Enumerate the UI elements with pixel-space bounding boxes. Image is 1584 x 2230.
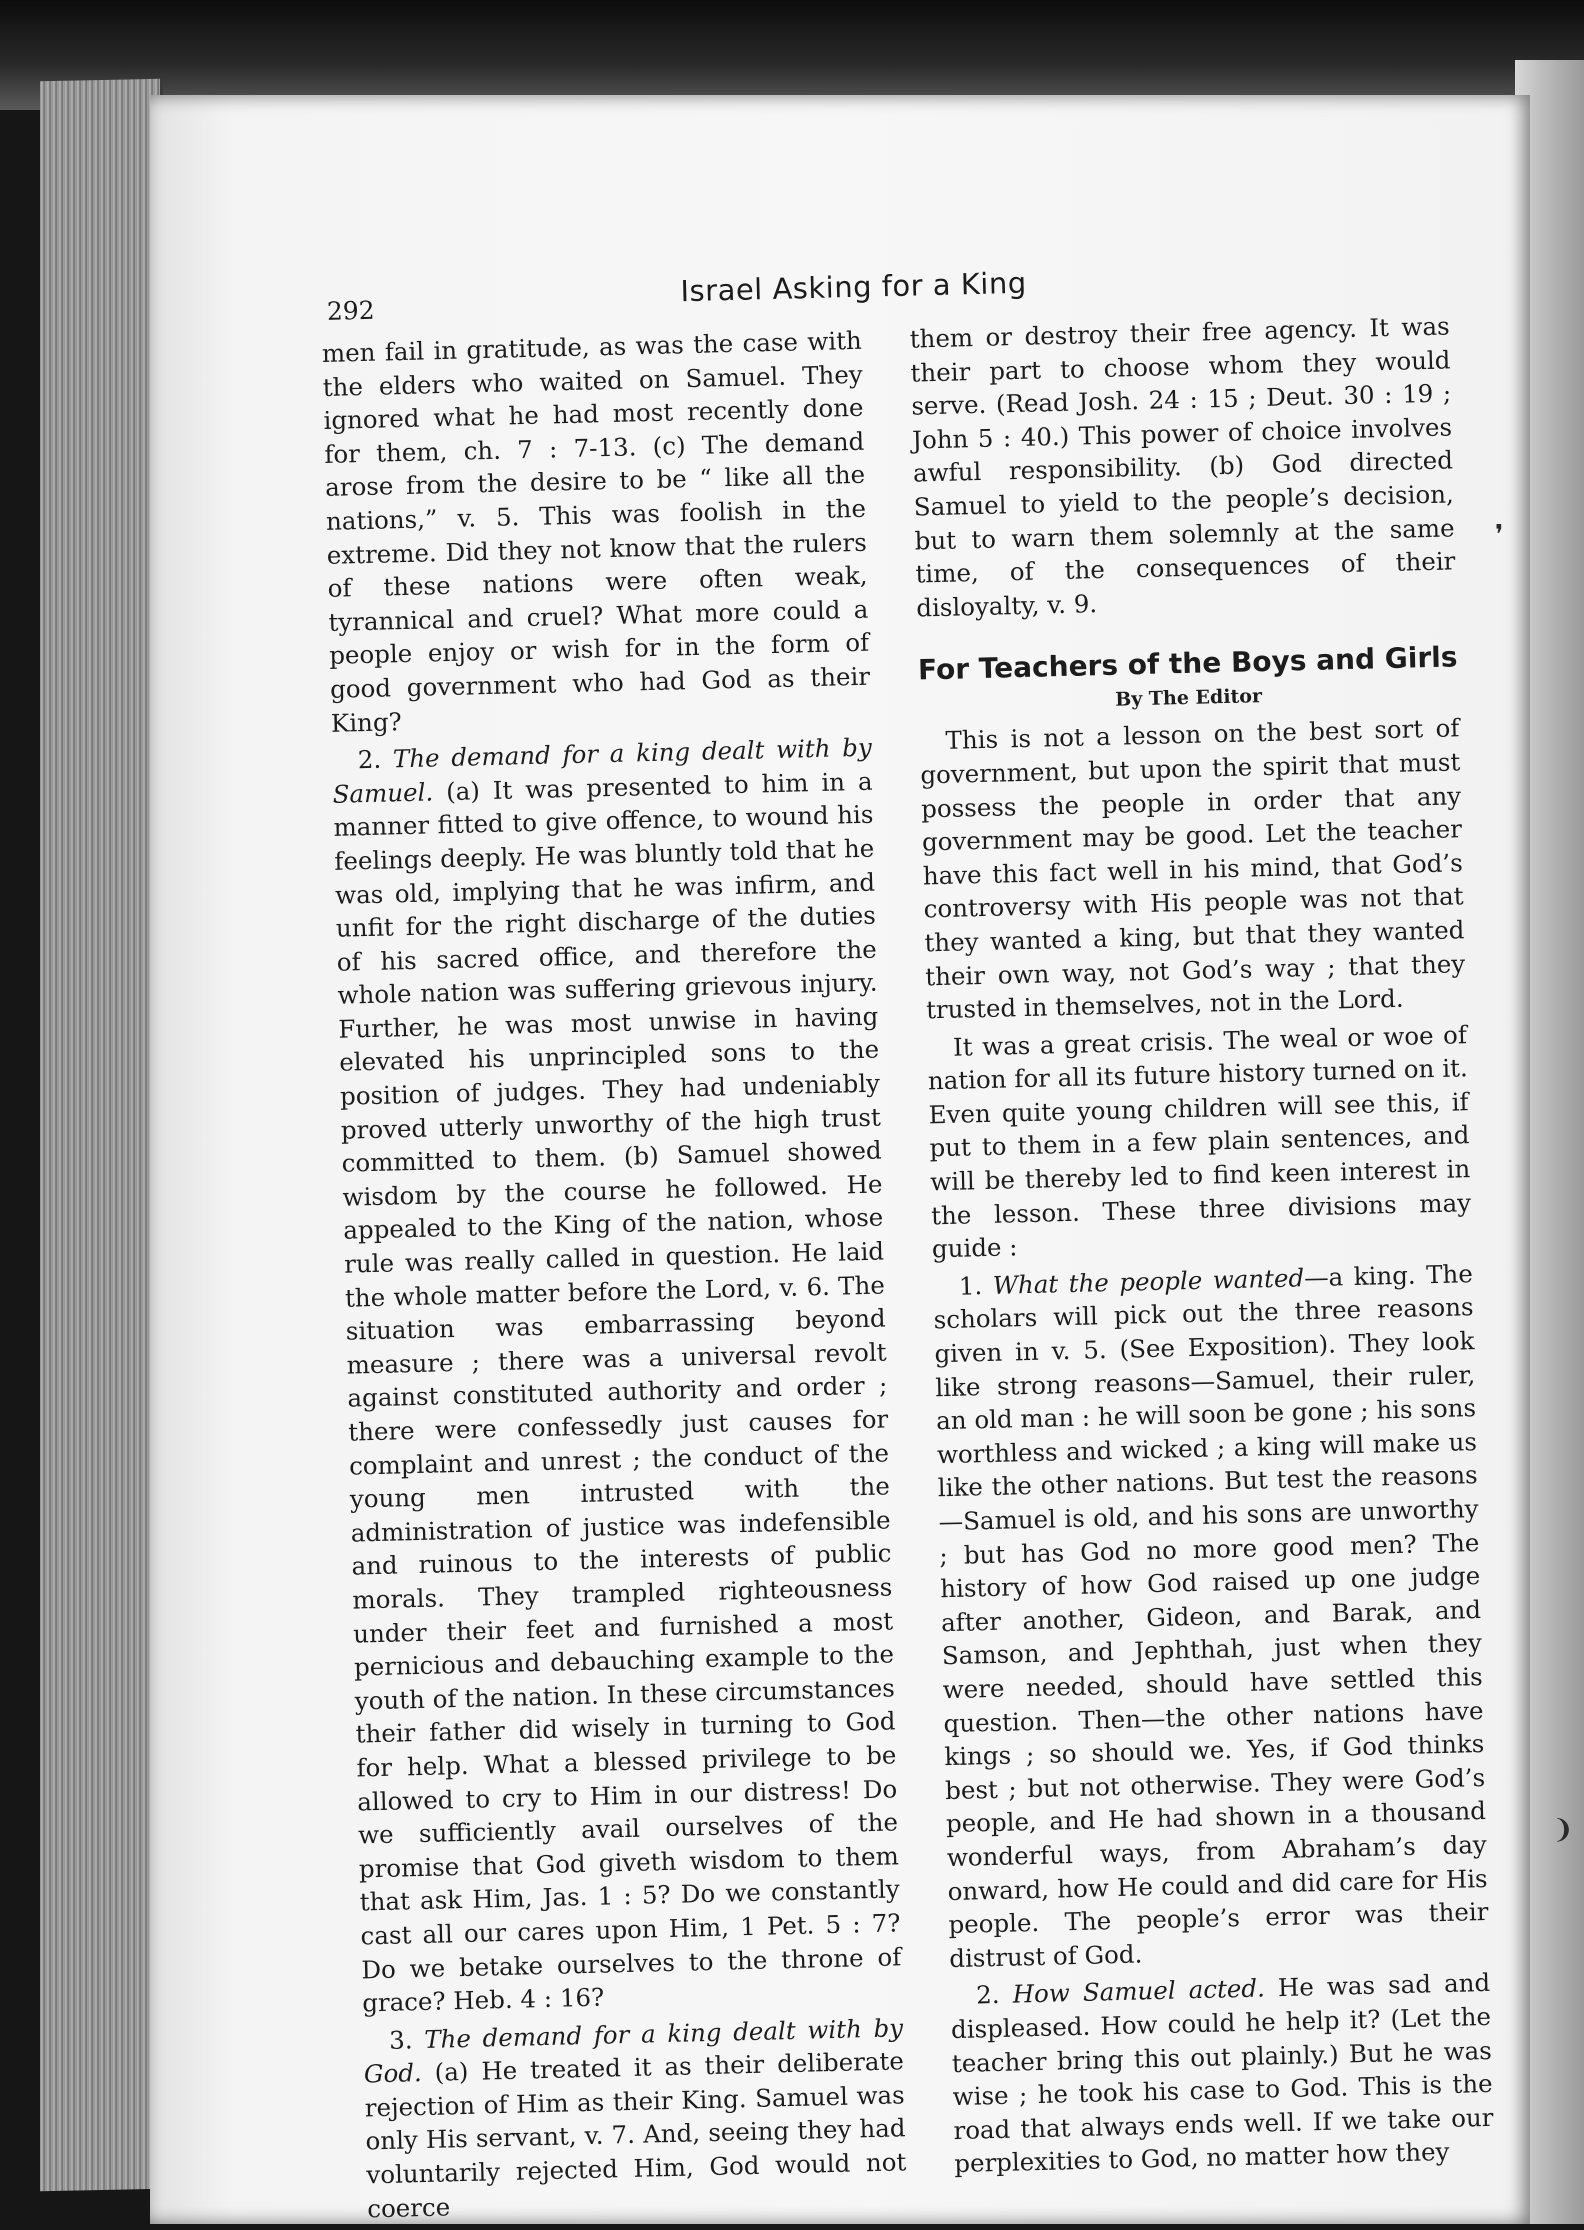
margin-ink-mark: ❜: [1495, 520, 1504, 550]
item-text: (a) It was presented to him in a manner fitted to give offence, to wound his feelings deeply. He was bluntly told that he was old, implying that he was infirm, and unfit for the right discharge of the duties of his sacred office, and therefore the whole nation was suffering grievous injury. Further, he was most unwise in having elevated his unprincipled sons to the position of judges. They had undeniably proved utterly unworthy of the high trust committed to them. (b) Samuel showed wisdom by the course he followed. He appealed to the King of the nation, whose rule was really called in question. He laid the whole matter before the Lord, v. 6. The situation was embarrassing beyond measure ; there was a universal revolt against constituted authority and order ; there were confessedly just causes for complaint and unrest ; the conduct of the young men intrusted with the administration of justice was indefensible and ruinous to the interests of public morals. They trampled righteousness under their feet and furnished a most pernicious and debauching example to the youth of the nation. In these circumstances their father did wisely in turning to God for help. What a blessed privilege to be allowed to cry to Him in our distress! Do we sufficiently avail ourselves of the promise that God giveth wisdom to them that ask Him, Jas. 1 : 5? Do we constantly cast all our cares upon Him, 1 Pet. 5 : 7? Do we betake ourselves to the throne of grace? Heb. 4 : 16?: [333, 766, 902, 2018]
item-title: How Samuel acted.: [1012, 1973, 1266, 2009]
item-title: The demand for a king dealt with by Samuel.: [332, 732, 873, 809]
paragraph: them or destroy their free agency. It was their part to choose whom they would serve. (Read Josh. 24 : 15 ; Deut. 30 : 19 ; John 5 : 40.) This power of choice involves awful responsibility. (b) God directed Samuel to yield to the people’s decision, but to warn them solemnly at the same time, of the consequences of their disloyalty, v. 9.: [909, 311, 1456, 623]
item-text: (a) He treated it as their deliberate rejection of Him as their King. Samuel was only His servant, v. 7. And, seeing they had voluntarily rejected Him, God would not coerce: [364, 2046, 907, 2224]
paragraph: It was a great crisis. The weal or woe of nation for all its future history turned on it. Even quite young children will see this, if put to them in a few plain sentences, and will be thereby led to find keen interest in the lesson. These three divisions may guide :: [927, 1019, 1472, 1264]
paragraph: [331, 731, 902, 2020]
item-number: 3.: [388, 2024, 413, 2055]
item-number: 1.: [958, 1270, 983, 1301]
page-number: 292: [326, 295, 375, 326]
item-number: 2.: [975, 1980, 1000, 2010]
item-number: 2.: [357, 744, 382, 775]
item-title: The demand for a king dealt with by God.: [363, 2012, 904, 2089]
scan-frame-top: [0, 0, 1584, 110]
item-text: —a king. The scholars will pick out the three reasons given in v. 5. (See Exposition). They look like strong reasons—Samuel, their ruler, an old man : he will soon be gone ; his sons worthless and wicked ; a king will make us like the other nations. But test the reasons—Samuel is old, and his sons are unworthy ; but has God no more good men? The history of how God raised up one judge after another, Gideon, and Barak, and Samson, and Jephthah, just when they were needed, should have settled this question. Then—the other nations have kings ; so should we. Yes, if God thinks best ; but not otherwise. They were God’s people, and He had shown in a thousand wonderful ways, from Abraham’s day onward, how He could and did care for His people. The people’s error was their distrust of God.: [933, 1258, 1489, 1973]
paragraph: men fail in gratitude, as was the case with the elders who waited on Samuel. They ignored what he had most recently done for them, ch. 7 : 7-13. (c) The demand arose from the desire to be “ like all the nations,” v. 5. This was foolish in the extreme. Did they not know that the rulers of these nations were often weak, tyrannical and cruel? What more could a people enjoy or wish for in the form of good government who had God as their King?: [321, 325, 871, 738]
paragraph: [363, 2011, 908, 2226]
book-page-edges-left: [40, 79, 163, 2192]
paragraph: [932, 1257, 1489, 1975]
byline: By The Editor: [1114, 685, 1263, 712]
item-title: What the people wanted: [992, 1263, 1305, 1300]
page-content: [320, 247, 1512, 2224]
margin-ink-mark: ❩: [1552, 1815, 1574, 1845]
right-column: [909, 309, 1494, 2185]
paragraph: This is not a lesson on the best sort of government, but upon the spirit that must possess the people in order that any government may be good. Let the teacher have this fact well in his mind, that God’s controversy with His people was not that they wanted a king, but that they wanted their own way, not God’s way ; that they trusted in themselves, not in the Lord.: [920, 713, 1466, 1025]
running-head-title: Israel Asking for a King: [680, 265, 1028, 309]
section-heading: For Teachers of the Boys and Girls: [917, 640, 1458, 687]
item-text: He was sad and displeased. How could he help it? (Let the teacher bring this out plainly.) But he was wise ; he took his case to God. This is the road that always ends well. If we take our perplexities to God, no matter how they: [950, 1968, 1494, 2179]
paragraph: [950, 1966, 1495, 2181]
left-column: [322, 324, 908, 2230]
